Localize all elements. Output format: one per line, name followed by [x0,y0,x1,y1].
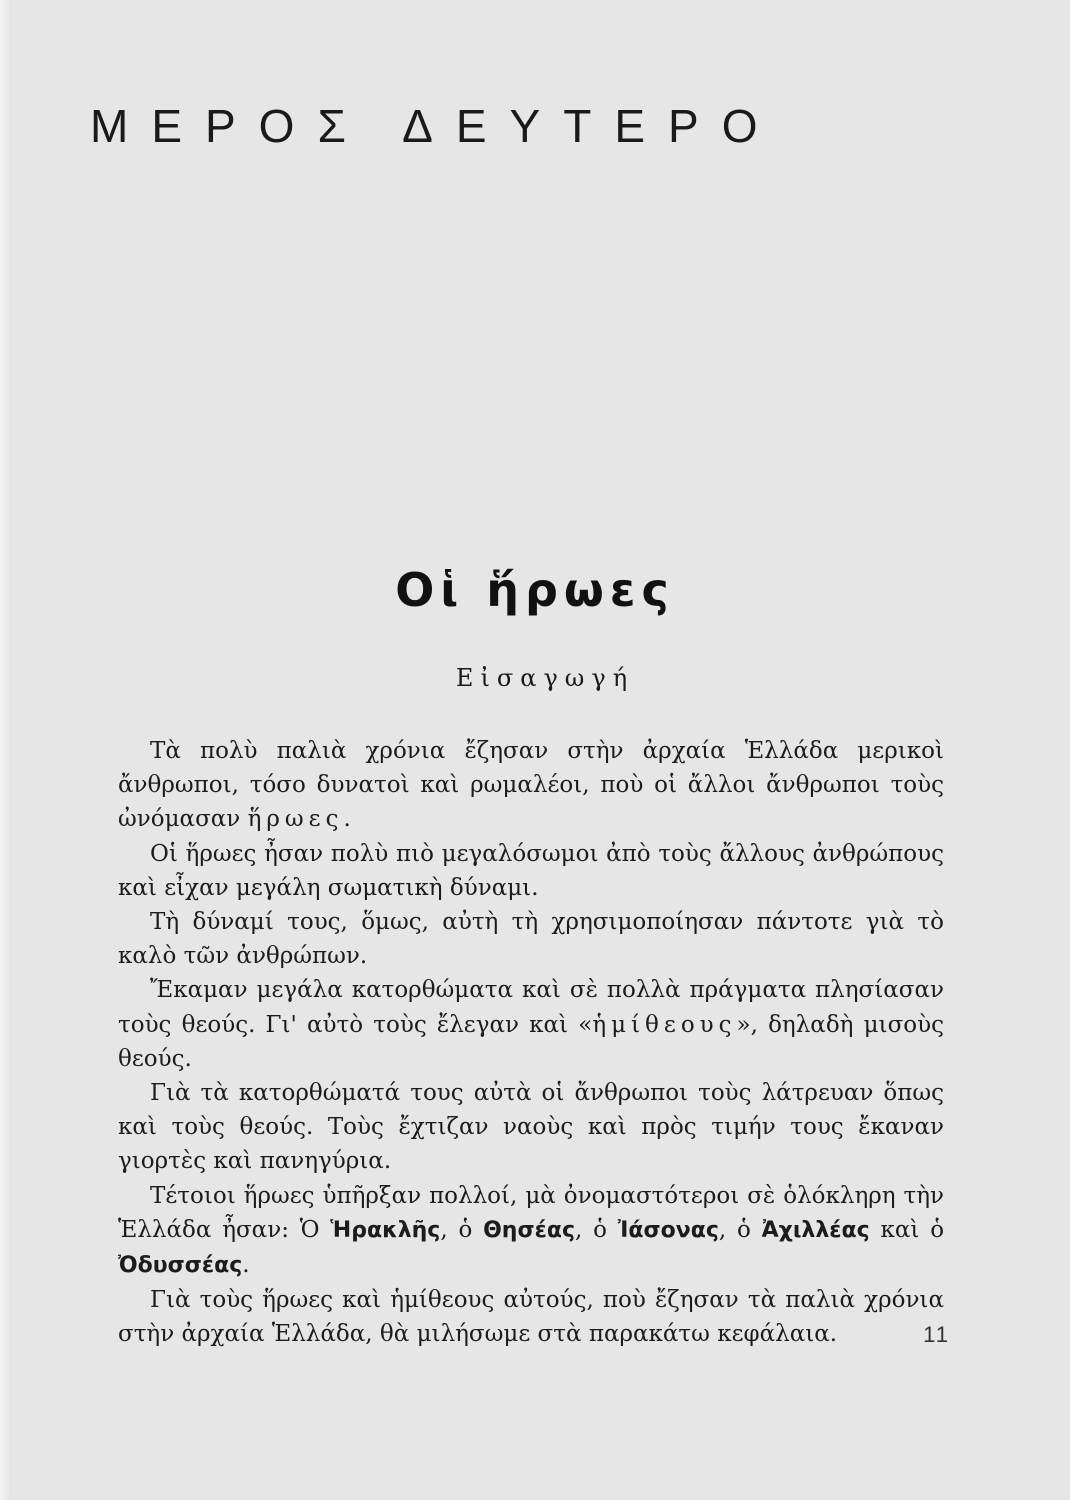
emphasized-word-demigods: ἡμίθεους [592,1011,737,1038]
page-number: 11 [923,1322,950,1347]
article-4: , ὁ [718,1216,762,1243]
subtitle-text: Εἰσαγωγή [455,664,635,692]
paragraph-6-text: Τέτοιοι ἥρωες ὑπῆρξαν πολλοί, μὰ ὀνομαστότεροι σὲ ὁλόκληρη τὴν Ἑλλάδα ἦσαν: [118,1182,944,1243]
article-1: Ὁ [299,1216,331,1243]
part-heading: ΜΕΡΟΣ ΔΕΥΤΕΡΟ [90,100,781,152]
hero-name-theseus: Θησέας [483,1217,575,1243]
paragraph-7: Γιὰ τοὺς ἥρωες καὶ ἡμίθεους αὐτούς, ποὺ ἔζησαν τὰ παλιὰ χρόνια στὴν ἀρχαία Ἑλλάδα, θὰ μιλήσωμε στὰ παρακάτω κεφάλαια. [118,1287,944,1348]
body-text [118,734,944,1352]
page-edge [0,0,12,1500]
hero-name-heracles: Ἡρακλῆς [330,1217,441,1243]
hero-name-achilles: Ἀχιλλέας [761,1217,870,1243]
article-2: , ὁ [440,1216,484,1243]
paragraph-6 [118,1179,944,1284]
paragraph-6-end: . [242,1252,250,1279]
paragraph-2: Οἱ ἥρωες ἦσαν πολὺ πιὸ μεγαλόσωμοι ἀπὸ τοὺς ἄλλους ἀνθρώπους καὶ εἶχαν μεγάλη σωματικὴ δύναμι. [118,840,944,901]
paragraph-1-text: Τὰ πολὺ παλιὰ χρόνια ἔζησαν στὴν ἀρχαία Ἑλλάδα μερικοὶ ἄνθρωποι, τόσο δυνατοὶ καὶ ρωμαλέοι, ποὺ οἱ ἄλλοι ἄνθρωποι τοὺς ὠνόμασαν [118,738,944,833]
hero-name-jason: Ἰάσονας [617,1217,719,1243]
paragraph-4 [118,973,944,1076]
paragraph-5: Γιὰ τὰ κατορθώματά τους αὐτὰ οἱ ἄνθρωποι τοὺς λάτρευαν ὅπως καὶ τοὺς θεούς. Τοὺς ἔχτιζαν ναοὺς καὶ πρὸς τιμήν τους ἔκαναν γιορτὲς καὶ πανηγύρια. [118,1080,944,1175]
hero-name-odysseus: Ὀδυσσέας [118,1253,243,1279]
paragraph-1 [118,734,944,837]
article-3: , ὁ [575,1216,618,1243]
chapter-title: Οἱ ἥρωες [395,563,675,617]
paragraph-4-end: », δηλαδὴ μισοὺς θεούς. [118,1011,944,1072]
article-5: καὶ ὁ [869,1216,945,1243]
paragraph-3: Τὴ δύναμί τους, ὅμως, αὐτὴ τὴ χρησιμοποίησαν πάντοτε γιὰ τὸ καλὸ τῶν ἀνθρώπων. [118,909,944,970]
paragraph-4-text: Ἔκαμαν μεγάλα κατορθώματα καὶ σὲ πολλὰ πράγματα πλησίασαν τοὺς θεούς. Γι' αὐτὸ τοὺς ἔλεγαν καὶ « [118,977,944,1038]
paragraph-1-end: . [343,806,351,833]
emphasized-word-heroes: ἥρωες [247,806,344,833]
section-subtitle [0,660,1070,696]
